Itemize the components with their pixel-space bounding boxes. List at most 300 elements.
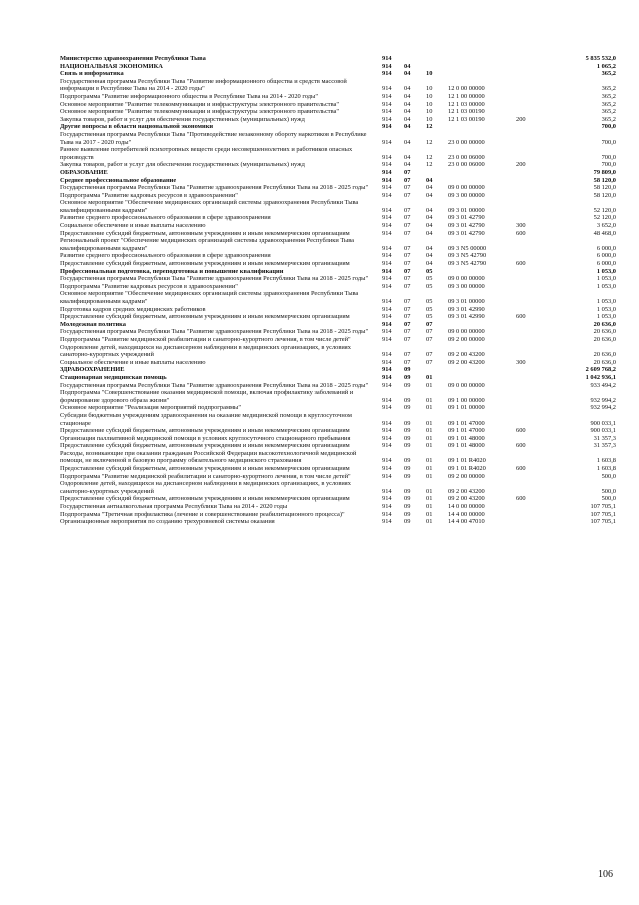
row-target-article-code: 09 3 01 00000	[448, 298, 485, 305]
row-subsection-code: 10	[426, 85, 433, 93]
row-name: Министерство здравоохранения Республики Тыва	[60, 55, 206, 62]
row-name: Раннее выявление потребителей психотропных веществ среди несовершеннолетних и работников опасных производств	[60, 146, 353, 161]
table-row	[60, 101, 616, 109]
row-amount: 52 120,0	[593, 206, 616, 214]
row-amount: 900 033,1	[590, 419, 616, 427]
table-row	[60, 260, 616, 268]
row-ved-code: 914	[382, 252, 392, 260]
row-amount: 1 065,2	[596, 62, 616, 70]
row-ved-code: 914	[382, 138, 392, 146]
row-section-code: 07	[404, 358, 411, 366]
row-amount: 500,0	[601, 487, 616, 495]
row-section-code: 09	[404, 381, 411, 389]
row-target-article-code	[448, 366, 516, 374]
row-ved-code: 914	[382, 62, 392, 70]
row-ved-code: 914	[382, 419, 392, 427]
row-section-code: 04	[404, 123, 411, 131]
table-row	[60, 412, 616, 427]
row-expense-type-code	[516, 511, 544, 519]
table-row	[60, 518, 616, 526]
row-section-code: 09	[404, 510, 411, 518]
row-subsection-code: 05	[426, 298, 433, 305]
row-target-article-code: 09 2 00 43200	[448, 487, 485, 495]
row-ved-code: 914	[382, 153, 392, 161]
row-subsection-code	[426, 366, 448, 374]
row-section-code: 09	[404, 419, 411, 427]
row-expense-type-code	[516, 63, 544, 71]
table-row	[60, 70, 616, 78]
row-target-article-code: 12 1 03 00190	[448, 115, 485, 123]
row-subsection-code: 01	[426, 442, 433, 450]
row-subsection-code: 07	[426, 320, 433, 328]
table-row	[60, 313, 616, 321]
row-target-article-code: 09 3 N5 42790	[448, 260, 487, 268]
row-name: Социальное обеспечение и иные выплаты населению	[60, 358, 206, 366]
row-amount: 58 120,0	[593, 191, 616, 199]
row-section-code: 07	[404, 260, 411, 268]
row-name: Подпрограмма "Третичная профилактика (лечение и совершенствование реабилитационного процесса)"	[60, 510, 345, 518]
table-row	[60, 480, 616, 495]
row-expense-type-code: 300	[516, 222, 526, 230]
row-subsection-code: 07	[426, 351, 433, 359]
row-expense-type-code	[516, 93, 544, 101]
row-subsection-code: 04	[426, 206, 433, 214]
row-amount: 1 053,0	[596, 282, 616, 290]
table-row	[60, 275, 616, 283]
row-target-article-code	[448, 63, 516, 71]
table-row	[60, 511, 616, 519]
row-amount: 900 033,1	[590, 427, 616, 435]
row-amount: 6 000,0	[596, 244, 616, 252]
row-name: Предоставление субсидий бюджетным, автономным учреждениям и иным некоммерческим организациям	[60, 465, 350, 473]
row-ved-code: 914	[382, 518, 392, 526]
row-name: Основное мероприятие "Обеспечение медицинских организаций системы здравоохранения Республики Тыва квалифицированными кадрами"	[60, 290, 359, 305]
budget-table-body	[60, 55, 616, 526]
row-target-article-code	[448, 177, 516, 185]
row-ved-code: 914	[382, 267, 392, 275]
row-section-code: 07	[404, 275, 411, 283]
row-expense-type-code	[516, 169, 544, 177]
row-target-article-code: 09 3 01 42790	[448, 222, 485, 230]
row-expense-type-code	[516, 450, 544, 465]
row-ved-code: 914	[382, 244, 392, 252]
table-row	[60, 366, 616, 374]
row-ved-code: 914	[382, 229, 392, 237]
row-target-article-code	[448, 374, 516, 382]
row-expense-type-code	[516, 480, 544, 495]
row-amount: 52 120,0	[593, 214, 616, 222]
row-name: Государственная программа Республики Тыва "Развитие здравоохранения Республики Тыва на 2018 - 2025 годы"	[60, 328, 369, 336]
row-amount: 700,0	[601, 153, 616, 161]
row-expense-type-code	[516, 290, 544, 305]
row-name: Молодежная политика	[60, 320, 126, 328]
row-amount: 58 120,0	[593, 184, 616, 192]
row-target-article-code: 23 0 00 00000	[448, 138, 485, 146]
row-amount: 1 603,8	[596, 465, 616, 473]
row-ved-code: 914	[382, 313, 392, 321]
row-ved-code: 914	[382, 161, 392, 169]
row-amount: 1 053,0	[596, 298, 616, 305]
row-amount: 79 809,0	[593, 168, 616, 176]
row-amount: 107 705,1	[590, 510, 616, 518]
row-expense-type-code	[516, 268, 544, 276]
row-target-article-code: 09 1 01 R4020	[448, 465, 486, 473]
table-row	[60, 78, 616, 93]
row-name: Основное мероприятие "Развитие телекоммуникации и инфраструктуры электронного правительства"	[60, 108, 339, 116]
row-target-article-code: 09 1 01 00000	[448, 404, 485, 412]
row-target-article-code: 09 2 00 43200	[448, 351, 485, 359]
row-expense-type-code	[516, 146, 544, 161]
row-section-code: 09	[404, 427, 411, 435]
row-expense-type-code: 600	[516, 442, 526, 450]
row-amount: 48 468,0	[593, 229, 616, 237]
row-subsection-code: 01	[426, 381, 433, 389]
row-ved-code: 914	[382, 373, 392, 381]
row-subsection-code: 01	[426, 404, 433, 412]
row-expense-type-code	[516, 412, 544, 427]
row-section-code: 09	[404, 404, 411, 412]
table-row	[60, 230, 616, 238]
row-ved-code: 914	[382, 434, 392, 442]
row-ved-code: 914	[382, 320, 392, 328]
row-name: Государственная программа Республики Тыва "Развитие здравоохранения Республики Тыва на 2018 - 2025 годы"	[60, 381, 369, 389]
table-row	[60, 192, 616, 200]
row-amount: 932 994,2	[590, 396, 616, 404]
table-row	[60, 268, 616, 276]
table-row	[60, 473, 616, 481]
table-row	[60, 465, 616, 473]
table-row	[60, 306, 616, 314]
table-row	[60, 123, 616, 131]
row-target-article-code: 09 3 01 42990	[448, 305, 485, 313]
row-amount: 6 000,0	[596, 260, 616, 268]
row-expense-type-code	[516, 374, 544, 382]
row-subsection-code: 10	[426, 70, 433, 78]
row-target-article-code: 09 3 01 42790	[448, 229, 485, 237]
row-subsection-code: 01	[426, 472, 433, 480]
row-ved-code: 914	[382, 176, 392, 184]
row-ved-code: 914	[382, 260, 392, 268]
row-amount: 20 636,0	[593, 328, 616, 336]
budget-table	[60, 55, 616, 526]
row-ved-code: 914	[382, 191, 392, 199]
row-subsection-code: 04	[426, 229, 433, 237]
row-ved-code: 914	[382, 305, 392, 313]
row-expense-type-code	[516, 55, 544, 63]
table-row	[60, 177, 616, 185]
table-row	[60, 55, 616, 63]
table-row	[60, 382, 616, 390]
row-expense-type-code	[516, 283, 544, 291]
row-subsection-code: 04	[426, 260, 433, 268]
row-ved-code: 914	[382, 206, 392, 214]
table-row	[60, 503, 616, 511]
row-target-article-code: 09 1 01 48000	[448, 434, 485, 442]
row-subsection-code: 01	[426, 503, 433, 511]
row-section-code: 07	[404, 229, 411, 237]
row-target-article-code: 09 3 00 00000	[448, 191, 485, 199]
row-ved-code: 914	[382, 495, 392, 503]
row-subsection-code: 05	[426, 305, 433, 313]
row-section-code: 04	[404, 153, 411, 161]
row-expense-type-code	[516, 518, 544, 526]
row-target-article-code	[448, 70, 516, 78]
row-name: Подпрограмма "Развитие медицинской реабилитации и санаторно-курортного лечения, в том числе детей"	[60, 335, 351, 343]
row-ved-code: 914	[382, 92, 392, 100]
row-expense-type-code	[516, 306, 544, 314]
row-name: Предоставление субсидий бюджетным, автономным учреждениям и иным некоммерческим организациям	[60, 495, 350, 503]
row-target-article-code: 23 0 00 06000	[448, 153, 485, 161]
row-amount: 1 053,0	[596, 313, 616, 321]
row-amount: 700,0	[601, 138, 616, 146]
row-name: Подпрограмма "Развитие медицинской реабилитации и санаторно-курортного лечения, в том числе детей"	[60, 472, 351, 480]
row-name: ОБРАЗОВАНИЕ	[60, 168, 108, 176]
row-amount: 500,0	[601, 472, 616, 480]
row-subsection-code: 01	[426, 518, 433, 526]
row-subsection-code: 05	[426, 313, 433, 321]
row-expense-type-code: 600	[516, 313, 526, 321]
row-subsection-code: 04	[426, 176, 433, 184]
row-expense-type-code	[516, 473, 544, 481]
row-name: Подпрограмма "Совершенствование оказания медицинской помощи, включая профилактику заболеваний и формирование здорового образа жизни"	[60, 389, 354, 404]
row-target-article-code: 09 1 00 00000	[448, 396, 485, 404]
row-expense-type-code	[516, 389, 544, 404]
row-section-code: 09	[404, 396, 411, 404]
row-target-article-code: 09 2 00 00000	[448, 335, 485, 343]
row-section-code: 09	[404, 465, 411, 473]
table-row	[60, 328, 616, 336]
row-expense-type-code	[516, 366, 544, 374]
row-section-code: 07	[404, 184, 411, 192]
table-row	[60, 184, 616, 192]
row-ved-code: 914	[382, 465, 392, 473]
row-expense-type-code	[516, 382, 544, 390]
row-ved-code: 914	[382, 510, 392, 518]
row-name: Предоставление субсидий бюджетным, автономным учреждениям и иным некоммерческим организациям	[60, 442, 350, 450]
row-subsection-code: 01	[426, 434, 433, 442]
row-amount: 500,0	[601, 495, 616, 503]
row-name: Развитие среднего профессионального образования в сфере здравоохранения	[60, 214, 271, 222]
row-target-article-code: 09 3 01 42990	[448, 313, 485, 321]
row-subsection-code: 07	[426, 335, 433, 343]
row-subsection-code: 01	[426, 487, 433, 495]
row-ved-code: 914	[382, 275, 392, 283]
row-subsection-code: 10	[426, 100, 433, 108]
row-expense-type-code: 600	[516, 495, 526, 503]
row-subsection-code: 01	[426, 427, 433, 435]
row-section-code: 07	[404, 313, 411, 321]
row-section-code: 07	[404, 252, 411, 260]
row-name: НАЦИОНАЛЬНАЯ ЭКОНОМИКА	[60, 62, 163, 70]
row-ved-code: 914	[382, 184, 392, 192]
row-amount: 365,2	[601, 92, 616, 100]
row-target-article-code: 14 4 00 47010	[448, 518, 485, 526]
row-section-code: 07	[404, 298, 411, 305]
row-section-code: 04	[404, 70, 411, 78]
row-amount: 932 994,2	[590, 404, 616, 412]
row-target-article-code: 09 0 00 00000	[448, 328, 485, 336]
row-target-article-code: 12 1 03 00000	[448, 100, 485, 108]
row-amount: 20 636,0	[593, 335, 616, 343]
row-subsection-code: 12	[426, 161, 433, 169]
row-expense-type-code	[516, 108, 544, 116]
row-target-article-code	[448, 169, 516, 177]
row-expense-type-code	[516, 199, 544, 214]
row-section-code: 07	[404, 335, 411, 343]
row-name: Стационарная медицинская помощь	[60, 373, 167, 381]
row-ved-code: 914	[382, 487, 392, 495]
row-amount: 107 705,1	[590, 503, 616, 511]
row-amount: 20 636,0	[593, 358, 616, 366]
row-name: Развитие среднего профессионального образования в сфере здравоохранения	[60, 252, 271, 260]
table-row	[60, 63, 616, 71]
row-ved-code: 914	[382, 298, 392, 305]
row-amount: 365,2	[601, 70, 616, 78]
row-amount: 365,2	[601, 108, 616, 116]
row-name: Основное мероприятие "Реализация мероприятий подпрограммы"	[60, 404, 241, 412]
row-amount: 2 609 768,2	[585, 366, 616, 374]
row-target-article-code: 09 3 N5 42790	[448, 252, 487, 260]
row-ved-code: 914	[382, 404, 392, 412]
row-subsection-code: 01	[426, 495, 433, 503]
row-name: Подпрограмма "Развитие кадровых ресурсов в здравоохранении"	[60, 191, 238, 199]
row-name: Региональный проект "Обеспечение медицинских организаций системы здравоохранения Республики Тыва квалифицированными кадрами"	[60, 237, 354, 252]
row-expense-type-code	[516, 275, 544, 283]
row-section-code: 04	[404, 100, 411, 108]
row-target-article-code	[448, 321, 516, 329]
row-ved-code: 914	[382, 55, 392, 62]
row-name: Оздоровление детей, находящихся на диспансерном наблюдении в медицинских организациях, в условиях санаторно-курортных учреждений	[60, 480, 351, 495]
row-expense-type-code: 600	[516, 260, 526, 268]
row-ved-code: 914	[382, 381, 392, 389]
row-expense-type-code: 600	[516, 465, 526, 473]
row-ved-code: 914	[382, 115, 392, 123]
row-expense-type-code	[516, 336, 544, 344]
row-section-code: 07	[404, 282, 411, 290]
row-expense-type-code	[516, 321, 544, 329]
table-row	[60, 389, 616, 404]
row-section-code: 07	[404, 191, 411, 199]
table-row	[60, 252, 616, 260]
row-target-article-code: 12 0 00 00000	[448, 85, 485, 93]
row-expense-type-code	[516, 101, 544, 109]
row-target-article-code: 09 3 00 00000	[448, 282, 485, 290]
row-amount: 365,2	[601, 85, 616, 93]
row-name: Закупка товаров, работ и услуг для обеспечения государственных (муниципальных) нужд	[60, 115, 305, 123]
row-ved-code: 914	[382, 366, 392, 374]
row-expense-type-code: 300	[516, 358, 526, 366]
row-amount: 1 053,0	[596, 305, 616, 313]
row-subsection-code: 04	[426, 214, 433, 222]
row-section-code: 07	[404, 328, 411, 336]
row-name: Субсидии бюджетным учреждениям здравоохранения на оказание медицинской помощи в круглосуточном стационаре	[60, 411, 352, 427]
row-ved-code: 914	[382, 427, 392, 435]
row-amount: 20 636,0	[593, 320, 616, 328]
row-subsection-code: 01	[426, 510, 433, 518]
row-section-code: 07	[404, 168, 411, 176]
row-ved-code: 914	[382, 328, 392, 336]
row-ved-code: 914	[382, 351, 392, 359]
table-row	[60, 404, 616, 412]
row-target-article-code: 09 0 00 00000	[448, 381, 485, 389]
row-amount: 700,0	[601, 123, 616, 131]
row-amount: 58 120,0	[593, 176, 616, 184]
row-ved-code: 914	[382, 358, 392, 366]
row-section-code: 07	[404, 214, 411, 222]
row-ved-code: 914	[382, 70, 392, 78]
row-subsection-code: 05	[426, 267, 433, 275]
row-ved-code: 914	[382, 442, 392, 450]
row-expense-type-code	[516, 123, 544, 131]
row-expense-type-code	[516, 131, 544, 146]
row-section-code: 09	[404, 518, 411, 526]
row-expense-type-code	[516, 70, 544, 78]
row-expense-type-code	[516, 214, 544, 222]
row-amount: 700,0	[601, 161, 616, 169]
row-amount: 365,2	[601, 115, 616, 123]
row-expense-type-code: 600	[516, 229, 526, 237]
row-target-article-code: 09 2 00 43200	[448, 495, 485, 503]
row-section-code: 09	[404, 487, 411, 495]
row-name: Подпрограмма "Развитие информационного общества в Республике Тыва на 2014 - 2020 годы"	[60, 92, 318, 100]
row-amount: 107 705,1	[590, 518, 616, 526]
row-section-code: 07	[404, 206, 411, 214]
table-row	[60, 222, 616, 230]
row-ved-code: 914	[382, 472, 392, 480]
row-section-code: 04	[404, 62, 411, 70]
row-ved-code: 914	[382, 222, 392, 230]
row-expense-type-code	[516, 435, 544, 443]
row-name: Основное мероприятие "Обеспечение медицинских организаций системы здравоохранения Республики Тыва квалифицированными кадрами"	[60, 199, 359, 214]
row-section-code: 07	[404, 351, 411, 359]
row-section-code: 09	[404, 457, 411, 465]
row-section-code: 09	[404, 366, 411, 374]
row-amount: 31 357,3	[593, 434, 616, 442]
row-section-code: 07	[404, 320, 411, 328]
row-expense-type-code: 200	[516, 161, 526, 169]
row-subsection-code: 04	[426, 222, 433, 230]
row-expense-type-code	[516, 192, 544, 200]
row-name: Организация паллиативной медицинской помощи в условиях круглосуточного стационарного пребывания	[60, 434, 351, 442]
row-expense-type-code	[516, 344, 544, 359]
row-target-article-code: 09 0 00 00000	[448, 275, 485, 283]
row-name: Государственная антиалкогольная программа Республики Тыва на 2014 - 2020 годы	[60, 503, 288, 511]
row-section-code: 04	[404, 85, 411, 93]
table-row	[60, 495, 616, 503]
row-amount: 933 494,2	[590, 381, 616, 389]
row-section-code: 07	[404, 222, 411, 230]
row-name: Предоставление субсидий бюджетным, автономным учреждениям и иным некоммерческим организациям	[60, 260, 350, 268]
row-expense-type-code	[516, 237, 544, 252]
row-subsection-code: 12	[426, 123, 433, 131]
row-subsection-code: 04	[426, 191, 433, 199]
table-row	[60, 199, 616, 214]
row-subsection-code: 01	[426, 465, 433, 473]
row-name: Предоставление субсидий бюджетным, автономным учреждениям и иным некоммерческим организациям	[60, 229, 350, 237]
row-section-code: 04	[404, 161, 411, 169]
row-section-code	[404, 55, 426, 63]
row-name: Закупка товаров, работ и услуг для обеспечения государственных (муниципальных) нужд	[60, 161, 305, 169]
table-row	[60, 161, 616, 169]
row-target-article-code: 12 1 03 00190	[448, 108, 485, 116]
row-subsection-code	[426, 55, 448, 63]
row-section-code: 04	[404, 92, 411, 100]
row-amount: 1 042 936,1	[585, 373, 616, 381]
row-expense-type-code	[516, 328, 544, 336]
row-subsection-code	[426, 169, 448, 177]
row-expense-type-code	[516, 404, 544, 412]
row-amount: 3 652,0	[596, 222, 616, 230]
